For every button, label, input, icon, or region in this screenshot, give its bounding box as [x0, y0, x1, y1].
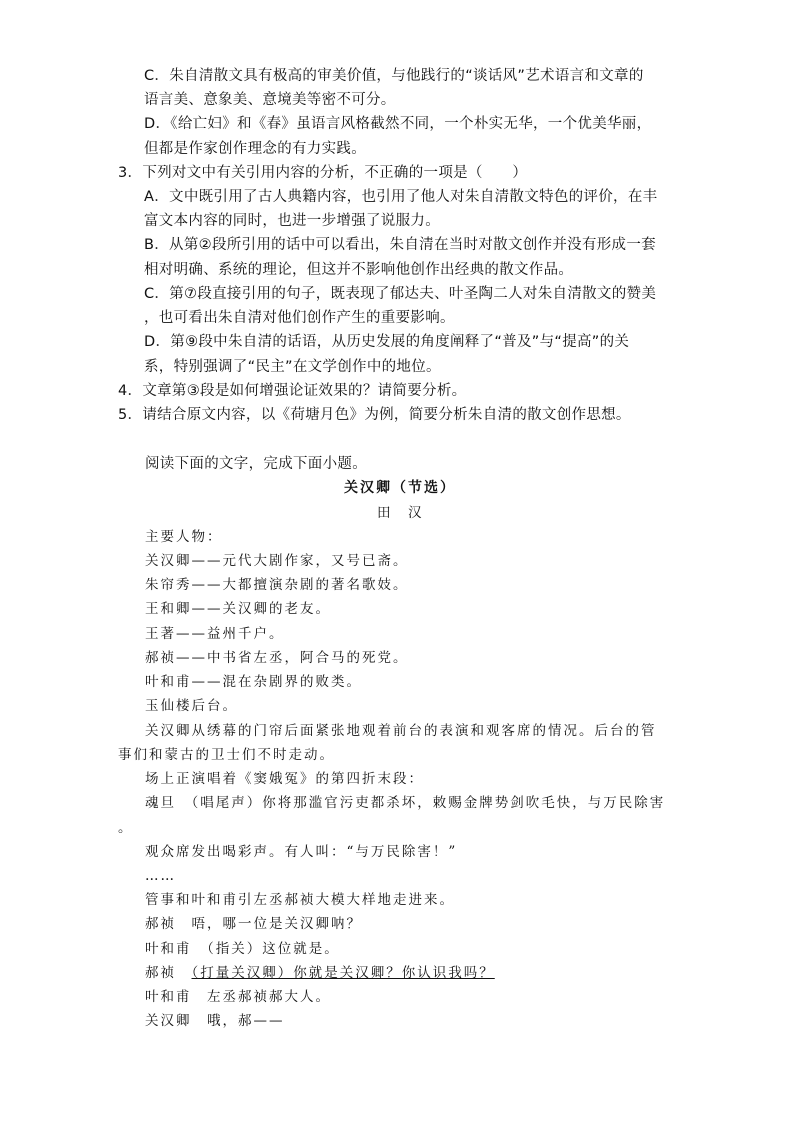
character-ye-hefu: 叶和甫——混在杂剧界的败类。 [145, 674, 362, 690]
dialogue-hundan: 魂旦 （唱尾声）你将那滥官污吏都杀坏，敕赐金牌势剑吹毛快，与万民除害 [145, 795, 666, 811]
stage-direction-audience: 观众席发出喝彩声。有人叫：“与万民除害！” [145, 844, 458, 860]
q3-option-c-line1: C．第⑦段直接引用的句子，既表现了郁达夫、叶圣陶二人对朱自清散文的赞美 [144, 286, 657, 302]
q3-option-b-line2: 相对明确、系统的理论，但这并不影响他创作出经典的散文作品。 [144, 262, 574, 278]
character-guan-hanqing: 关汉卿——元代大剧作家，又号已斋。 [145, 553, 409, 569]
character-wang-heqing: 王和卿——关汉卿的老友。 [145, 601, 331, 617]
character-hao-zhen: 郝祯——中书省左丞，阿合马的死党。 [145, 650, 409, 666]
reading-instruction: 阅读下面的文字，完成下面小题。 [145, 456, 367, 472]
dialogue-hao-zhen-1: 郝祯 唔，哪一位是关汉卿呐？ [145, 916, 362, 932]
stage-direction-performance: 场上正演唱着《窦娥冤》的第四折末段： [145, 771, 424, 787]
dialogue-ye-hefu-1: 叶和甫 （指关）这位就是。 [145, 941, 340, 957]
ellipsis: …… [145, 868, 176, 884]
dialogue-hao-zhen-2 [145, 963, 495, 983]
q3-option-a-line1: A．文中既引用了古人典籍内容，也引用了他人对朱自清散文特色的评价，在丰 [144, 189, 658, 205]
q3-option-a-line2: 富文本内容的同时，也进一步增强了说服力。 [144, 213, 440, 229]
q2-option-d-line2: 但都是作家创作理念的有力实践。 [144, 141, 366, 157]
q2-option-d-line1: D．《给亡妇》和《春》虽语言风格截然不同，一个朴实无华，一个优美华丽， [144, 116, 652, 132]
character-zhu-lianxiu: 朱帘秀——大都擅演杂剧的著名歌妓。 [145, 577, 409, 593]
q2-option-c-line2: 语言美、意象美、意境美等密不可分。 [144, 92, 396, 108]
stage-direction-line2: 事们和蒙古的卫士们不时走动。 [118, 747, 335, 763]
q5-stem: 5．请结合原文内容，以《荷塘月色》为例，简要分析朱自清的散文创作思想。 [118, 407, 631, 423]
dialogue-ye-hefu-2: 叶和甫 左丞郝祯郝大人。 [145, 989, 331, 1005]
scene-setting: 玉仙楼后台。 [145, 698, 238, 714]
stage-direction-entrance: 管事和叶和甫引左丞郝祯大模大样地走进来。 [145, 892, 455, 908]
dialogue-hundan-end: 。 [118, 820, 134, 836]
q4-stem: 4．文章第③段是如何增强论证效果的？请简要分析。 [118, 383, 467, 399]
underlined-sentence: （打量关汉卿）你就是关汉卿？你认识我吗？ [191, 965, 495, 981]
q3-stem: 3．下列对文中有关引用内容的分析，不正确的一项是（ ） [118, 165, 528, 181]
dialogue-guan-hanqing: 关汉卿 哦，郝—— [145, 1013, 285, 1029]
q2-option-c-line1: C．朱自清散文具有极高的审美价值，与他践行的“谈话风”艺术语言和文章的 [144, 68, 644, 84]
q3-option-d-line2: 系，特别强调了“民主”在文学创作中的地位。 [144, 359, 441, 375]
q3-option-b-line1: B．从第②段所引用的话中可以看出，朱自清在当时对散文创作并没有形成一套 [144, 237, 656, 253]
characters-heading: 主要人物： [145, 529, 223, 545]
reading-author: 田 汉 [377, 505, 424, 521]
q3-option-d-line1: D．第⑨段中朱自清的话语，从历史发展的角度阐释了“普及”与“提高”的关 [144, 334, 630, 350]
stage-direction-line1: 关汉卿从绣幕的门帘后面紧张地观着前台的表演和观客席的情况。后台的管 [145, 723, 657, 739]
speaker-hao-zhen: 郝祯 [145, 965, 192, 981]
character-wang-zhu: 王著——益州千户。 [145, 626, 285, 642]
reading-title: 关汉卿（节选） [344, 480, 456, 496]
q3-option-c-line2: ，也可看出朱自清对他们创作产生的重要影响。 [144, 310, 455, 326]
